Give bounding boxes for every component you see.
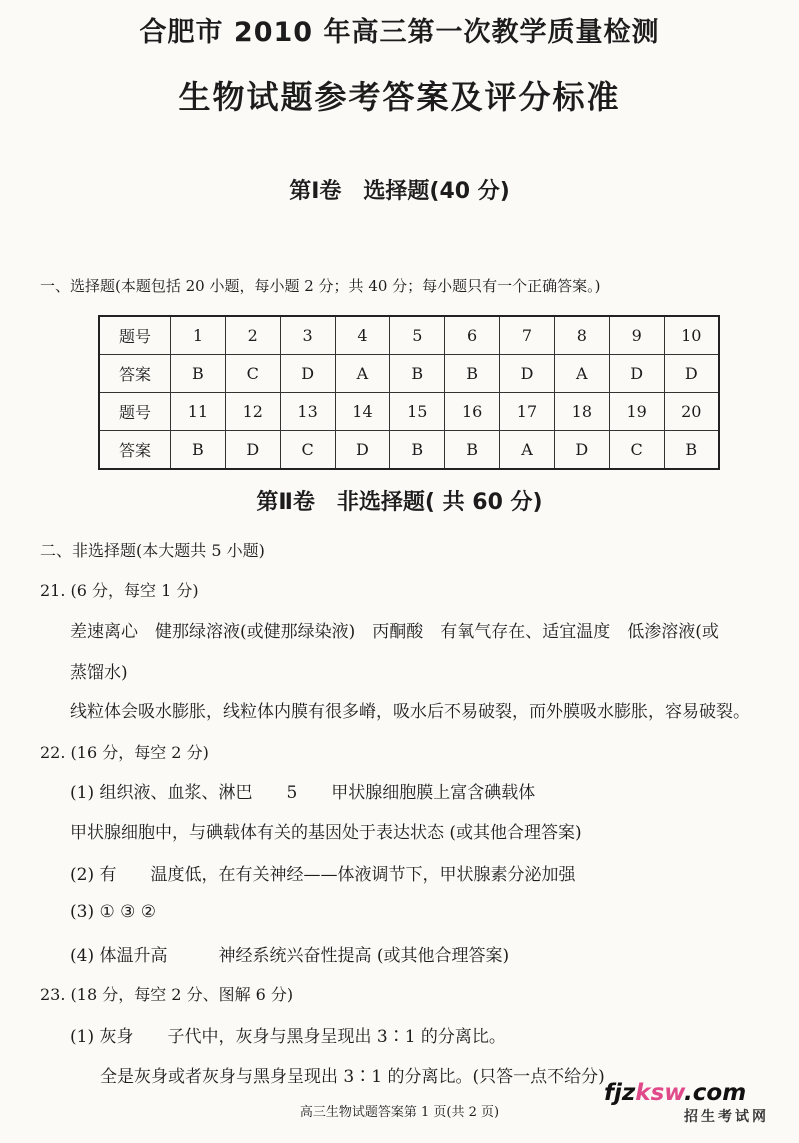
answer-cell: C [225,355,280,393]
question-number: 13 [280,393,335,431]
answer-cell: A [500,431,555,470]
question-number: 17 [500,393,555,431]
document-subtitle: 生物试题参考答案及评分标准 [178,78,621,116]
row-label: 题号 [99,316,171,355]
site-prefix: fjz [604,1080,636,1106]
question-number: 16 [445,393,500,431]
answer-table [98,315,720,470]
watermark-logo [604,1080,794,1126]
q22-head: 22. (16 分，每空 2 分) [40,743,209,762]
answer-cell: D [280,355,335,393]
table-row-numbers [99,393,719,431]
table-row-answers [99,355,719,393]
q21-head: 21. (6 分，每空 1 分) [40,581,199,600]
document-title: 合肥市 2010 年高三第一次教学质量检测 [139,17,660,48]
part2-intro: 二、非选择题(本大题共 5 小题) [40,541,265,560]
q23-line1: (1) 灰身 子代中，灰身与黑身呈现出 3∶1 的分离比。 [70,1027,506,1047]
q23-line2: 全是灰身或者灰身与黑身呈现出 3∶1 的分离比。(只答一点不给分) [100,1067,605,1087]
question-number: 3 [280,316,335,355]
site-suffix: .com [684,1080,747,1106]
part1-heading: 第Ⅰ卷 选择题(40 分) [289,179,510,204]
page-footer: 高三生物试题答案第 1 页(共 2 页) [299,1105,500,1120]
answer-cell: D [554,431,609,470]
answer-cell: D [664,355,719,393]
part1-intro: 一、选择题(本题包括 20 小题，每小题 2 分；共 40 分；每小题只有一个正确答案。) [40,277,601,295]
q21-line3: 线粒体会吸水膨胀，线粒体内膜有很多嵴，吸水后不易破裂，而外膜吸水膨胀，容易破裂。 [70,702,750,722]
answer-cell: B [171,431,226,470]
answer-cell: A [335,355,390,393]
q22-line1: (1) 组织液、血浆、淋巴 5 甲状腺细胞膜上富含碘载体 [70,783,536,803]
question-number: 7 [500,316,555,355]
q22-line2: 甲状腺细胞中，与碘载体有关的基因处于表达状态 (或其他合理答案) [70,823,582,843]
row-label: 答案 [99,355,171,393]
question-number: 19 [609,393,664,431]
question-number: 5 [390,316,445,355]
answer-cell: B [390,431,445,470]
site-tagline: 招生考试网 [684,1109,769,1125]
site-mid: ksw [635,1080,685,1106]
answer-cell: C [280,431,335,470]
question-number: 10 [664,316,719,355]
question-number: 4 [335,316,390,355]
table-row-numbers [99,316,719,355]
question-number: 20 [664,393,719,431]
question-number: 11 [171,393,226,431]
part2-heading: 第Ⅱ卷 非选择题( 共 60 分) [256,490,543,515]
q23-head: 23. (18 分，每空 2 分、图解 6 分) [40,985,294,1004]
question-number: 14 [335,393,390,431]
table-row-answers [99,431,719,470]
question-number: 18 [554,393,609,431]
answer-cell: B [664,431,719,470]
answer-cell: B [445,355,500,393]
q22-line4: (3) ① ③ ② [70,902,157,922]
row-label: 答案 [99,431,171,470]
answer-cell: D [335,431,390,470]
site-logo-text [604,1080,794,1106]
q21-line1: 差速离心 健那绿溶液(或健那绿染液) 丙酮酸 有氧气存在、适宜温度 低渗溶液(或 [70,622,719,642]
row-label: 题号 [99,393,171,431]
question-number: 9 [609,316,664,355]
question-number: 8 [554,316,609,355]
q22-line5: (4) 体温升高 神经系统兴奋性提高 (或其他合理答案) [70,946,510,966]
question-number: 1 [171,316,226,355]
answer-cell: D [500,355,555,393]
answer-cell: D [609,355,664,393]
answer-cell: B [171,355,226,393]
question-number: 15 [390,393,445,431]
question-number: 2 [225,316,280,355]
question-number: 6 [445,316,500,355]
answer-cell: B [445,431,500,470]
answer-cell: C [609,431,664,470]
q22-line3: (2) 有 温度低，在有关神经——体液调节下，甲状腺素分泌加强 [70,865,576,885]
q21-line2: 蒸馏水) [70,663,128,683]
answer-cell: A [554,355,609,393]
answer-cell: D [225,431,280,470]
question-number: 12 [225,393,280,431]
answer-cell: B [390,355,445,393]
